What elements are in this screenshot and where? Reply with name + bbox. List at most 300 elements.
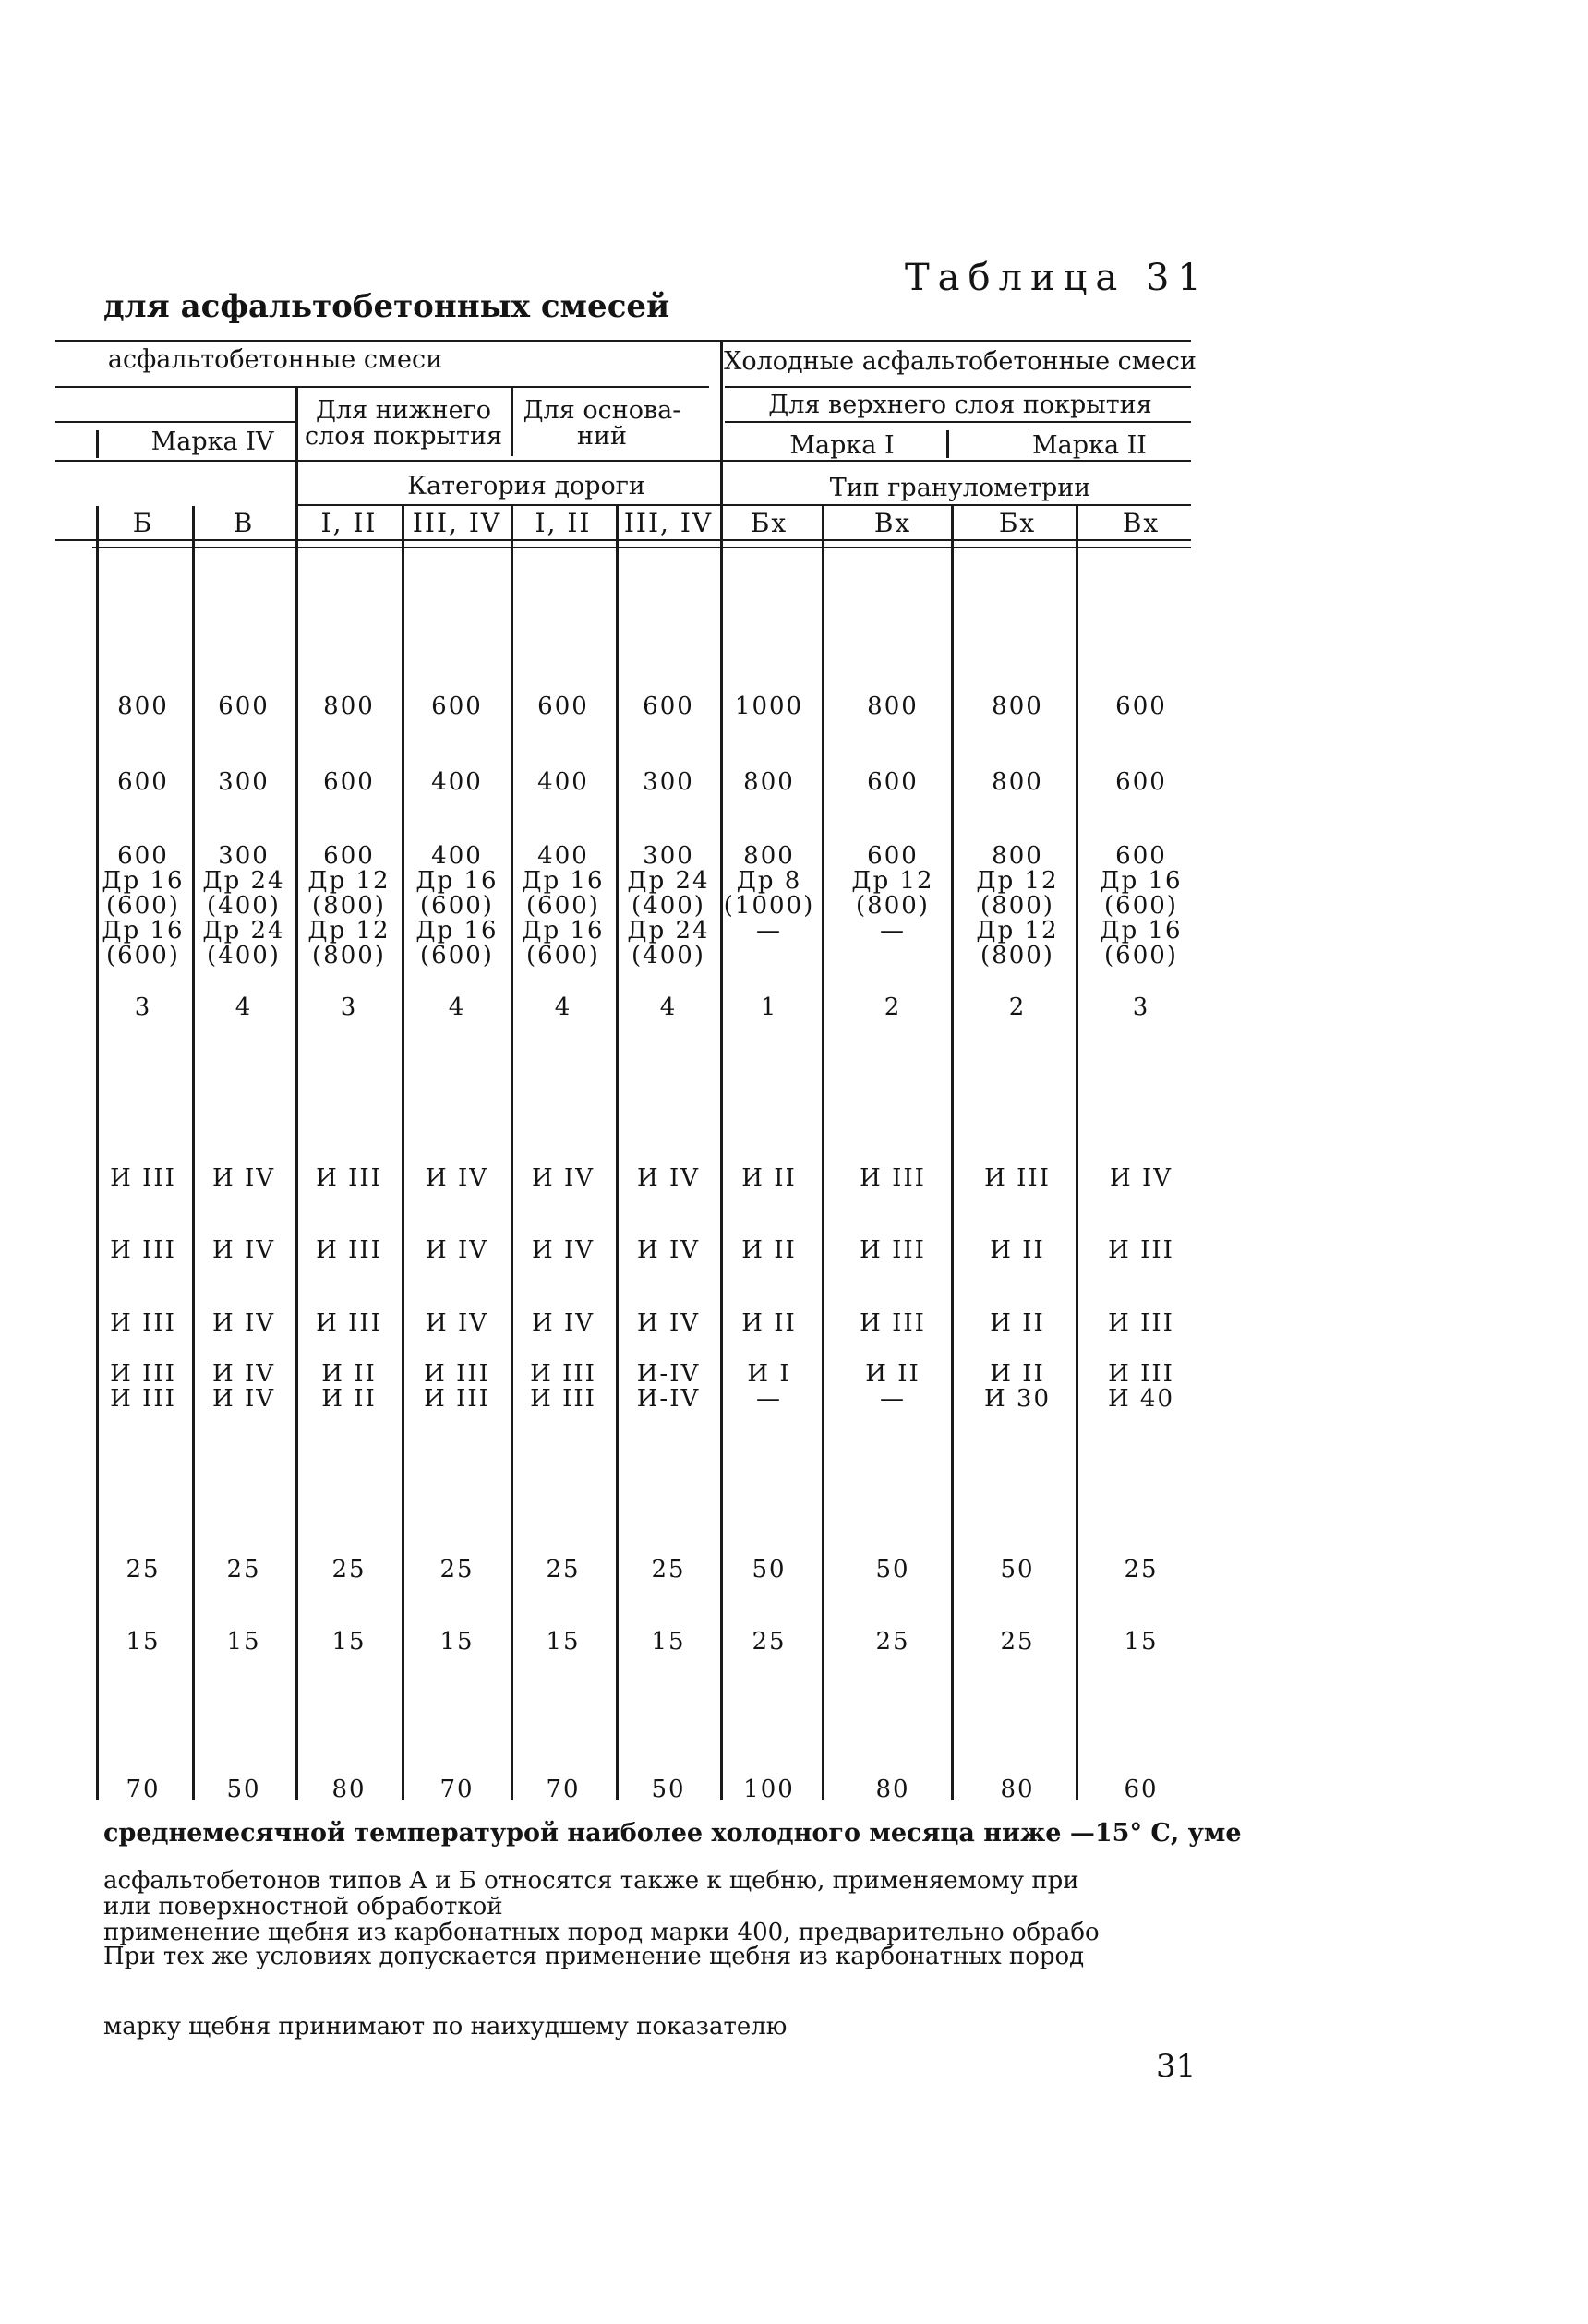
table-cell xyxy=(212,1311,275,1336)
table-cell xyxy=(743,770,795,795)
table-cell xyxy=(627,844,709,969)
table-cell xyxy=(741,1311,796,1336)
cell-line: 15 xyxy=(546,1628,581,1656)
cell-line: И III xyxy=(860,1164,926,1192)
cell-line: — xyxy=(756,1385,782,1413)
cell-line: 25 xyxy=(226,1556,261,1583)
cell-line: 2 xyxy=(1008,993,1027,1021)
cell-line: (800) xyxy=(312,942,386,969)
cell-line: 25 xyxy=(546,1556,581,1583)
column-header-8: Вх xyxy=(873,508,912,538)
header-granulometry: Тип гранулометрии xyxy=(829,474,1091,502)
table-cell xyxy=(532,1238,595,1263)
table-hrule xyxy=(92,547,1191,548)
table-cell xyxy=(643,694,694,719)
cell-line: И III xyxy=(110,1164,176,1192)
table-cell xyxy=(537,770,589,795)
table-cell xyxy=(1108,1311,1174,1336)
table-hrule xyxy=(725,421,1191,423)
cell-line: Др 24 xyxy=(627,867,710,895)
cell-line: 50 xyxy=(226,1776,261,1803)
cell-line: (400) xyxy=(632,942,705,969)
table-cell xyxy=(212,1166,275,1191)
table-cell xyxy=(860,1238,926,1263)
cell-line: И I xyxy=(747,1360,791,1388)
cell-line: 600 xyxy=(1115,692,1167,720)
cell-line: 1 xyxy=(760,993,778,1021)
table-cell xyxy=(522,844,604,969)
cell-line: 600 xyxy=(1115,842,1167,870)
table-cell xyxy=(341,995,358,1020)
cell-line: И IV xyxy=(532,1309,595,1337)
cell-line: 600 xyxy=(867,768,919,796)
header-marka-2: Марка II xyxy=(1032,431,1147,460)
cell-line: (600) xyxy=(1104,892,1178,920)
table-cell xyxy=(546,1777,580,1802)
cell-line: 400 xyxy=(537,768,589,796)
table-cell xyxy=(117,770,169,795)
cell-line: Др 24 xyxy=(627,917,710,945)
table-cell xyxy=(426,1166,488,1191)
table-cell xyxy=(532,1311,595,1336)
cell-line: 15 xyxy=(126,1628,161,1656)
cell-line: И IV xyxy=(426,1164,488,1192)
cell-line: И III xyxy=(1108,1236,1174,1264)
table-cell xyxy=(637,1238,700,1263)
table-vrule xyxy=(511,506,513,1800)
cell-line: 70 xyxy=(439,1776,475,1803)
table-cell xyxy=(316,1311,382,1336)
cell-line: И III xyxy=(110,1309,176,1337)
table-hrule xyxy=(55,421,297,423)
cell-line: И II xyxy=(990,1309,1045,1337)
cell-line: (800) xyxy=(980,942,1054,969)
table-cell xyxy=(135,995,152,1020)
table-cell xyxy=(431,694,483,719)
cell-line: 25 xyxy=(651,1556,686,1583)
cell-line: 600 xyxy=(431,692,483,720)
footnote-line: или поверхностной обработкой xyxy=(103,1893,503,1921)
table-caption: Таблица 31 xyxy=(905,257,1209,299)
cell-line: 25 xyxy=(1124,1556,1159,1583)
cell-line: И II xyxy=(741,1164,797,1192)
table-cell xyxy=(860,1311,926,1336)
column-header-3: I, II xyxy=(320,508,378,538)
footnote-line: При тех же условиях допускается применение щебня из карбонатных пород xyxy=(103,1943,1085,1970)
table-cell xyxy=(226,1777,260,1802)
table-cell xyxy=(741,1238,796,1263)
table-vrule xyxy=(720,340,723,1800)
table-cell xyxy=(651,1630,685,1655)
cell-line: 2 xyxy=(884,993,902,1021)
table-cell xyxy=(117,694,169,719)
table-cell xyxy=(546,1558,580,1583)
header-cold-mixes: Холодные асфальтобетонные смеси xyxy=(724,347,1197,376)
header-lower-layer-1: Для нижнего xyxy=(316,396,491,425)
cell-line: И III xyxy=(316,1164,382,1192)
cell-line: 3 xyxy=(1132,993,1150,1021)
table-cell xyxy=(761,995,778,1020)
cell-line: (600) xyxy=(106,892,180,920)
cell-line: 15 xyxy=(1124,1628,1159,1656)
cell-line: 50 xyxy=(875,1556,910,1583)
table-cell xyxy=(643,770,694,795)
table-cell xyxy=(637,1166,700,1191)
cell-line: 15 xyxy=(439,1628,475,1656)
cell-line: И II xyxy=(741,1309,797,1337)
table-cell xyxy=(1000,1558,1034,1583)
table-cell xyxy=(546,1630,580,1655)
cell-line: 25 xyxy=(331,1556,367,1583)
table-cell xyxy=(735,694,803,719)
cell-line: И IV xyxy=(212,1309,275,1337)
cell-line: 3 xyxy=(340,993,358,1021)
cell-line: 600 xyxy=(867,842,919,870)
table-vrule xyxy=(96,430,99,458)
cell-line: 800 xyxy=(867,692,919,720)
cell-line: 4 xyxy=(659,993,678,1021)
cell-line: Др 8 xyxy=(736,867,802,895)
table-hrule xyxy=(725,386,1191,388)
cell-line: И IV xyxy=(212,1385,275,1413)
cell-line: — xyxy=(879,917,906,945)
cell-line: И III xyxy=(860,1236,926,1264)
table-cell xyxy=(651,1777,685,1802)
cell-line: — xyxy=(879,1385,906,1413)
table-cell xyxy=(660,995,678,1020)
cell-line: Др 12 xyxy=(976,867,1059,895)
table-cell xyxy=(1108,1238,1174,1263)
cell-line: И III xyxy=(316,1309,382,1337)
table-vrule xyxy=(511,386,513,456)
table-cell xyxy=(1133,995,1150,1020)
table-cell xyxy=(976,844,1058,969)
table-cell xyxy=(867,770,919,795)
cell-line: И III xyxy=(530,1385,596,1413)
table-cell xyxy=(741,1166,796,1191)
cell-line: 100 xyxy=(743,1776,795,1803)
table-cell xyxy=(637,1311,700,1336)
table-cell xyxy=(637,1362,701,1412)
table-cell xyxy=(1100,844,1182,969)
table-cell xyxy=(110,1166,176,1191)
cell-line: И III xyxy=(424,1360,490,1388)
cell-line: И III xyxy=(860,1309,926,1337)
table-cell xyxy=(439,1558,474,1583)
page-number: 31 xyxy=(1156,2048,1197,2085)
table-cell xyxy=(307,844,390,969)
cell-line: 15 xyxy=(331,1628,367,1656)
footnote-line: асфальтобетонов типов А и Б относятся также к щебню, применяемому при xyxy=(103,1867,1079,1895)
cell-line: 800 xyxy=(992,692,1043,720)
cell-line: И IV xyxy=(1110,1164,1173,1192)
table-cell xyxy=(752,1630,786,1655)
cell-line: (600) xyxy=(526,942,600,969)
cell-line: (800) xyxy=(856,892,930,920)
cell-line: И IV xyxy=(637,1164,700,1192)
cell-line: Др 12 xyxy=(976,917,1059,945)
cell-line: Др 16 xyxy=(102,867,185,895)
cell-line: (600) xyxy=(420,892,494,920)
cell-line: И IV xyxy=(212,1360,275,1388)
table-cell xyxy=(1115,770,1167,795)
cell-line: 25 xyxy=(1000,1628,1035,1656)
cell-line: И II xyxy=(321,1385,377,1413)
header-bases-1: Для основа- xyxy=(523,396,681,425)
table-cell xyxy=(331,1558,366,1583)
column-header-6: III, IV xyxy=(623,508,714,538)
table-cell xyxy=(226,1558,260,1583)
cell-line: И III xyxy=(1108,1309,1174,1337)
cell-line: 600 xyxy=(117,842,169,870)
cell-line: 50 xyxy=(752,1556,787,1583)
table-cell xyxy=(212,1238,275,1263)
table-cell xyxy=(984,1362,1051,1412)
table-cell xyxy=(102,844,184,969)
cell-line: И IV xyxy=(637,1309,700,1337)
cell-line: Др 16 xyxy=(415,917,499,945)
cell-line: И III xyxy=(110,1360,176,1388)
table-cell xyxy=(875,1777,909,1802)
table-cell xyxy=(321,1362,376,1412)
cell-line: 600 xyxy=(323,768,375,796)
cell-line: 3 xyxy=(134,993,152,1021)
table-hrule xyxy=(55,539,1191,541)
cell-line: Др 12 xyxy=(851,867,934,895)
table-cell xyxy=(235,995,253,1020)
table-cell xyxy=(860,1166,926,1191)
table-cell xyxy=(867,694,919,719)
cell-line: 800 xyxy=(992,842,1043,870)
table-cell xyxy=(530,1362,596,1412)
table-vrule xyxy=(402,506,404,1800)
cell-line: Др 16 xyxy=(102,917,185,945)
table-cell xyxy=(992,770,1043,795)
cell-line: И IV xyxy=(532,1236,595,1264)
table-cell xyxy=(431,770,483,795)
table-cell xyxy=(426,1238,488,1263)
table-cell xyxy=(1124,1630,1158,1655)
cell-line: И III xyxy=(984,1164,1051,1192)
table-hrule xyxy=(55,460,1191,462)
cell-line: 600 xyxy=(218,692,270,720)
cell-line: И 30 xyxy=(983,1385,1052,1413)
table-cell xyxy=(875,1558,909,1583)
cell-line: И II xyxy=(321,1360,377,1388)
cell-line: (400) xyxy=(207,892,281,920)
table-cell xyxy=(1110,1166,1173,1191)
cell-line: (600) xyxy=(526,892,600,920)
table-cell xyxy=(126,1630,160,1655)
cell-line: 800 xyxy=(117,692,169,720)
cell-line: (800) xyxy=(312,892,386,920)
table-cell xyxy=(424,1362,490,1412)
cell-line: 600 xyxy=(323,842,375,870)
cell-line: 800 xyxy=(992,768,1043,796)
cell-line: 300 xyxy=(218,768,270,796)
table-cell xyxy=(743,1777,795,1802)
cell-line: Др 12 xyxy=(307,867,391,895)
cell-line: 25 xyxy=(752,1628,787,1656)
cell-line: (400) xyxy=(632,892,705,920)
cell-line: И IV xyxy=(212,1164,275,1192)
table-cell xyxy=(990,1238,1044,1263)
table-cell xyxy=(439,1777,474,1802)
cell-line: 400 xyxy=(537,842,589,870)
table-cell xyxy=(212,1362,275,1412)
table-cell xyxy=(851,844,933,944)
cell-line: И IV xyxy=(637,1236,700,1264)
table-cell xyxy=(439,1630,474,1655)
table-cell xyxy=(1009,995,1027,1020)
cell-line: 600 xyxy=(537,692,589,720)
table-vrule xyxy=(1076,506,1078,1800)
table-cell xyxy=(752,1558,786,1583)
cell-line: (1000) xyxy=(723,892,815,920)
cell-line: И-IV xyxy=(636,1385,701,1413)
cell-line: 4 xyxy=(448,993,466,1021)
table-cell xyxy=(1124,1777,1158,1802)
cell-line: 70 xyxy=(126,1776,161,1803)
table-cell xyxy=(110,1311,176,1336)
table-vrule xyxy=(946,430,949,458)
cell-line: 300 xyxy=(643,842,694,870)
table-cell xyxy=(984,1166,1051,1191)
cell-line: Др 12 xyxy=(307,917,391,945)
table-cell xyxy=(426,1311,488,1336)
table-cell xyxy=(323,694,375,719)
table-cell xyxy=(532,1166,595,1191)
table-cell xyxy=(316,1238,382,1263)
table-cell xyxy=(110,1238,176,1263)
header-marka-iv: Марка IV xyxy=(150,427,274,456)
cell-line: И IV xyxy=(532,1164,595,1192)
cell-line: (800) xyxy=(980,892,1054,920)
cell-line: 4 xyxy=(235,993,253,1021)
table-cell xyxy=(875,1630,909,1655)
column-header-1: Б xyxy=(132,508,154,538)
cell-line: И IV xyxy=(212,1236,275,1264)
table-title: для асфальтобетонных смесей xyxy=(103,288,670,325)
cell-line: 300 xyxy=(218,842,270,870)
table-vrule xyxy=(951,506,954,1800)
cell-line: 600 xyxy=(117,768,169,796)
header-marka-1: Марка I xyxy=(789,431,895,460)
cell-line: И II xyxy=(865,1360,920,1388)
cell-line: 25 xyxy=(439,1556,475,1583)
cell-line: 400 xyxy=(431,768,483,796)
cell-line: 15 xyxy=(226,1628,261,1656)
cell-line: Др 24 xyxy=(202,917,285,945)
cell-line: 600 xyxy=(1115,768,1167,796)
column-header-2: В xyxy=(233,508,255,538)
cell-line: И IV xyxy=(426,1309,488,1337)
column-header-10: Вх xyxy=(1122,508,1161,538)
footnote-line: среднемесячной температурой наиболее холодного месяца ниже —15° С, уме xyxy=(103,1819,1242,1848)
cell-line: 25 xyxy=(126,1556,161,1583)
cell-line: 800 xyxy=(743,842,795,870)
table-cell xyxy=(537,694,589,719)
cell-line: (400) xyxy=(207,942,281,969)
cell-line: И-IV xyxy=(636,1360,701,1388)
table-cell xyxy=(316,1166,382,1191)
cell-line: 80 xyxy=(875,1776,910,1803)
table-cell xyxy=(724,844,814,944)
table-hrule xyxy=(55,340,1191,342)
cell-line: 600 xyxy=(643,692,694,720)
table-cell xyxy=(1108,1362,1174,1412)
cell-line: И III xyxy=(110,1385,176,1413)
cell-line: И 40 xyxy=(1107,1385,1175,1413)
cell-line: 400 xyxy=(431,842,483,870)
table-hrule xyxy=(55,386,709,388)
cell-line: 4 xyxy=(554,993,572,1021)
cell-line: Др 16 xyxy=(415,867,499,895)
table-cell xyxy=(747,1362,790,1412)
cell-line: 80 xyxy=(331,1776,367,1803)
cell-line: И III xyxy=(424,1385,490,1413)
footnote-line: марку щебня принимают по наихудшему показателю xyxy=(103,2013,788,2041)
table-cell xyxy=(992,694,1043,719)
column-header-7: Бх xyxy=(750,508,788,538)
table-cell xyxy=(1115,694,1167,719)
cell-line: Др 16 xyxy=(522,917,605,945)
cell-line: Др 16 xyxy=(522,867,605,895)
table-cell xyxy=(884,995,902,1020)
column-header-4: III, IV xyxy=(412,508,502,538)
table-cell xyxy=(218,694,270,719)
table-cell xyxy=(1124,1558,1158,1583)
footnote-line: применение щебня из карбонатных пород марки 400, предварительно обрабо xyxy=(103,1919,1100,1946)
cell-line: 800 xyxy=(743,768,795,796)
table-vrule xyxy=(295,506,298,1800)
cell-line: (600) xyxy=(106,942,180,969)
cell-line: 70 xyxy=(546,1776,581,1803)
cell-line: — xyxy=(756,917,782,945)
table-vrule xyxy=(192,506,195,1800)
table-cell xyxy=(415,844,498,969)
cell-line: 50 xyxy=(1000,1556,1035,1583)
cell-line: 800 xyxy=(323,692,375,720)
table-cell xyxy=(1000,1777,1034,1802)
table-vrule xyxy=(96,506,99,1800)
cell-line: И II xyxy=(990,1236,1045,1264)
cell-line: И III xyxy=(316,1236,382,1264)
table-cell xyxy=(651,1558,685,1583)
table-cell xyxy=(990,1311,1044,1336)
header-road-category: Категория дороги xyxy=(407,472,645,500)
table-cell xyxy=(865,1362,920,1412)
table-vrule xyxy=(822,506,824,1800)
cell-line: 300 xyxy=(643,768,694,796)
table-cell xyxy=(218,770,270,795)
table-cell xyxy=(331,1630,366,1655)
cell-line: И IV xyxy=(426,1236,488,1264)
cell-line: 50 xyxy=(651,1776,686,1803)
table-cell xyxy=(126,1777,160,1802)
cell-line: И III xyxy=(110,1236,176,1264)
cell-line: (600) xyxy=(420,942,494,969)
cell-line: Др 16 xyxy=(1100,867,1183,895)
cell-line: И II xyxy=(990,1360,1045,1388)
cell-line: 80 xyxy=(1000,1776,1035,1803)
cell-line: И III xyxy=(1108,1360,1174,1388)
header-upper-layer: Для верхнего слоя покрытия xyxy=(768,391,1152,419)
table-cell xyxy=(226,1630,260,1655)
column-header-9: Бх xyxy=(998,508,1037,538)
header-hot-mixes: асфальтобетонные смеси xyxy=(107,345,443,374)
table-cell xyxy=(202,844,284,969)
